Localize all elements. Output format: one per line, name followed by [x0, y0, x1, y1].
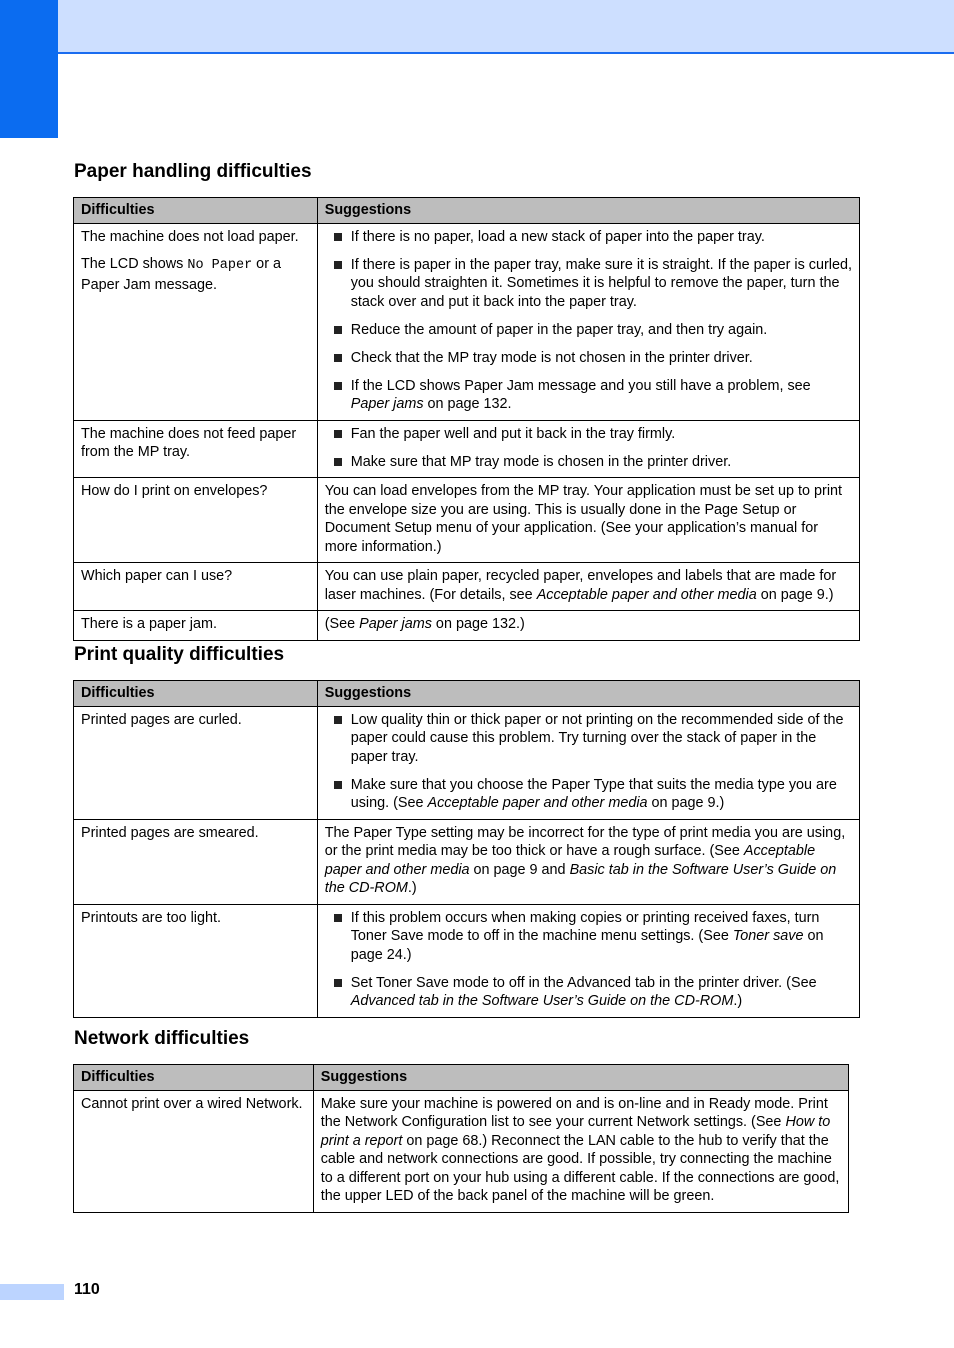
text-run: Set Toner Save mode to off in the Advanced tab in the printer driver. (See	[350, 974, 817, 991]
table-row	[74, 1090, 849, 1212]
suggestion-text	[325, 567, 852, 604]
paper-handling-table	[73, 197, 860, 641]
suggestion-cell	[313, 1090, 848, 1212]
text-run: Make sure your machine is powered on and is on-line and in Ready mode. Print the Network Configuration list to see your current Network settings. (See	[320, 1095, 828, 1130]
text-run: You can use plain paper, recycled paper, envelopes and labels that are made for laser machines. (For details, see	[324, 568, 837, 603]
suggestions-header: Suggestions	[313, 1065, 848, 1091]
difficulty-text	[81, 425, 310, 462]
difficulty-cell	[74, 1090, 314, 1212]
network-table	[73, 1064, 849, 1213]
text-run: on page 24.)	[350, 928, 824, 963]
table-header-row	[74, 681, 860, 707]
text-run: Make sure that MP tray mode is chosen in the printer driver.	[350, 453, 732, 470]
difficulty-cell	[74, 904, 318, 1017]
chapter-tab	[0, 0, 58, 138]
difficulty-cell	[74, 420, 318, 478]
difficulty-cell	[74, 706, 318, 819]
difficulty-cell	[74, 611, 318, 641]
text-run: The LCD shows	[81, 256, 188, 272]
difficulties-header: Difficulties	[74, 1065, 314, 1091]
text-run: Low quality thin or thick paper or not printing on the recommended side of the paper could cause this problem. Try turning over the stack of paper in the paper tray.	[350, 711, 844, 765]
text-run: Which paper can I use?	[81, 568, 233, 584]
text-run: Check that the MP tray mode is not chosen in the printer driver.	[350, 349, 753, 366]
cross-reference-text: How to print a report	[320, 1114, 831, 1149]
table-row	[74, 420, 860, 478]
text-run: Fan the paper well and put it back in the tray firmly.	[350, 425, 676, 442]
suggestion-text	[321, 1095, 841, 1206]
suggestion-item	[325, 453, 852, 472]
difficulty-text	[81, 1095, 306, 1114]
suggestion-text	[325, 615, 852, 634]
text-run: or a Paper Jam message.	[81, 256, 281, 293]
text-run: If there is paper in the paper tray, make sure it is straight. If the paper is curled, you should straighten it. Sometimes it is helpful to remove the paper, turn the stack over and put it back into the paper tray.	[350, 256, 852, 310]
table-row	[74, 706, 860, 819]
suggestion-item	[325, 909, 852, 965]
suggestion-list	[325, 425, 852, 472]
suggestion-cell	[317, 819, 859, 904]
text-run: .)	[407, 880, 417, 896]
table-header-row	[74, 198, 860, 224]
lcd-message-text: No Paper	[187, 258, 253, 273]
footer-band	[0, 1284, 64, 1300]
text-run: Printed pages are smeared.	[81, 824, 259, 841]
text-run: If there is no paper, load a new stack of paper into the paper tray.	[350, 228, 765, 245]
text-run: If the LCD shows Paper Jam message and you still have a problem, see	[350, 377, 811, 394]
text-run: Printouts are too light.	[81, 909, 221, 926]
text-run: on page 132.	[423, 396, 512, 412]
text-run: Printed pages are curled.	[81, 711, 242, 728]
difficulty-text	[81, 615, 310, 634]
suggestion-cell	[317, 223, 859, 420]
suggestion-cell	[317, 611, 859, 641]
suggestion-item	[325, 974, 852, 1011]
print-quality-table	[73, 680, 860, 1018]
text-run: The machine does not feed paper from the MP tray.	[81, 425, 297, 460]
text-run: on page 9.)	[756, 586, 834, 603]
cross-reference-text: Acceptable paper and other media	[427, 795, 648, 811]
suggestion-text	[325, 824, 852, 898]
suggestion-list	[325, 228, 852, 414]
table-header-row	[74, 1065, 849, 1091]
text-run: on page 9.)	[647, 795, 725, 811]
difficulty-text	[81, 567, 310, 586]
text-run: on page 9 and	[469, 861, 570, 878]
difficulty-text	[81, 255, 310, 294]
suggestion-cell	[317, 478, 859, 563]
difficulty-cell	[74, 478, 318, 563]
suggestion-item	[325, 228, 852, 247]
table-row	[74, 563, 860, 611]
suggestion-cell	[317, 563, 859, 611]
suggestion-item	[325, 349, 852, 368]
text-run: on page 68.) Reconnect the LAN cable to the hub to verify that the cable and network connections are good. If possible, try connecting the machine to a different port on your hub using a different cable. If the connections are good, the upper LED of the back panel of the machine will be green.	[320, 1132, 840, 1204]
suggestions-header: Suggestions	[317, 681, 859, 707]
suggestion-cell	[317, 420, 859, 478]
suggestion-list	[325, 909, 852, 1011]
text-run: If this problem occurs when making copies or printing received faxes, turn Toner Save mode to off in the machine menu settings. (See	[350, 909, 820, 944]
suggestion-item	[325, 425, 852, 444]
difficulty-text	[81, 711, 310, 730]
difficulty-text	[81, 228, 310, 247]
suggestion-item	[325, 711, 852, 767]
text-run: on page 132.)	[431, 616, 525, 632]
page-number: 110	[74, 1281, 100, 1298]
suggestions-header: Suggestions	[317, 198, 859, 224]
suggestion-cell	[317, 904, 859, 1017]
header-band	[58, 0, 954, 54]
difficulty-cell	[74, 223, 318, 420]
text-run: Make sure that you choose the Paper Type that suits the media type you are using. (See	[350, 776, 837, 811]
text-run: The Paper Type setting may be incorrect for the type of print media you are using, or the print media may be too thick or have a rough surface. (See	[324, 824, 846, 859]
difficulty-text	[81, 482, 310, 501]
section-title-print-quality: Print quality difficulties	[74, 644, 285, 665]
difficulty-text	[81, 909, 310, 928]
cross-reference-text: Paper jams	[359, 616, 432, 632]
table-row	[74, 819, 860, 904]
text-run: (See	[324, 616, 360, 632]
table-row	[74, 611, 860, 641]
difficulties-header: Difficulties	[74, 198, 318, 224]
suggestion-list	[325, 711, 852, 813]
difficulties-header: Difficulties	[74, 681, 318, 707]
text-run: The machine does not load paper.	[81, 228, 299, 245]
section-title-paper-handling: Paper handling difficulties	[74, 161, 312, 182]
text-run: There is a paper jam.	[81, 616, 217, 632]
suggestion-item	[325, 776, 852, 813]
suggestion-item	[325, 256, 852, 312]
cross-reference-text: Acceptable paper and other media	[536, 586, 757, 603]
difficulty-cell	[74, 563, 318, 611]
cross-reference-text: Basic tab in the Software User’s Guide on the CD-ROM	[324, 861, 837, 896]
cross-reference-text: Advanced tab in the Software User’s Guide on the CD-ROM	[350, 993, 734, 1009]
text-run: Cannot print over a wired Network.	[81, 1095, 303, 1112]
difficulty-cell	[74, 819, 318, 904]
text-run: .)	[733, 993, 743, 1009]
suggestion-item	[325, 321, 852, 340]
suggestion-item	[325, 377, 852, 414]
cross-reference-text: Toner save	[732, 928, 804, 944]
table-row	[74, 904, 860, 1017]
text-run: Reduce the amount of paper in the paper tray, and then try again.	[350, 321, 768, 338]
text-run: How do I print on envelopes?	[81, 483, 268, 499]
section-title-network: Network difficulties	[74, 1028, 250, 1049]
cross-reference-text: Acceptable paper and other media	[324, 843, 816, 878]
difficulty-text	[81, 824, 310, 843]
table-row	[74, 223, 860, 420]
table-row	[74, 478, 860, 563]
text-run: You can load envelopes from the MP tray. Your application must be set up to print the envelope size you are using. This is usually done in the Page Setup or Document Setup menu of your application. (See your application’s manual for more information.)	[324, 483, 843, 555]
cross-reference-text: Paper jams	[350, 396, 424, 412]
suggestion-cell	[317, 706, 859, 819]
suggestion-text	[325, 482, 852, 556]
